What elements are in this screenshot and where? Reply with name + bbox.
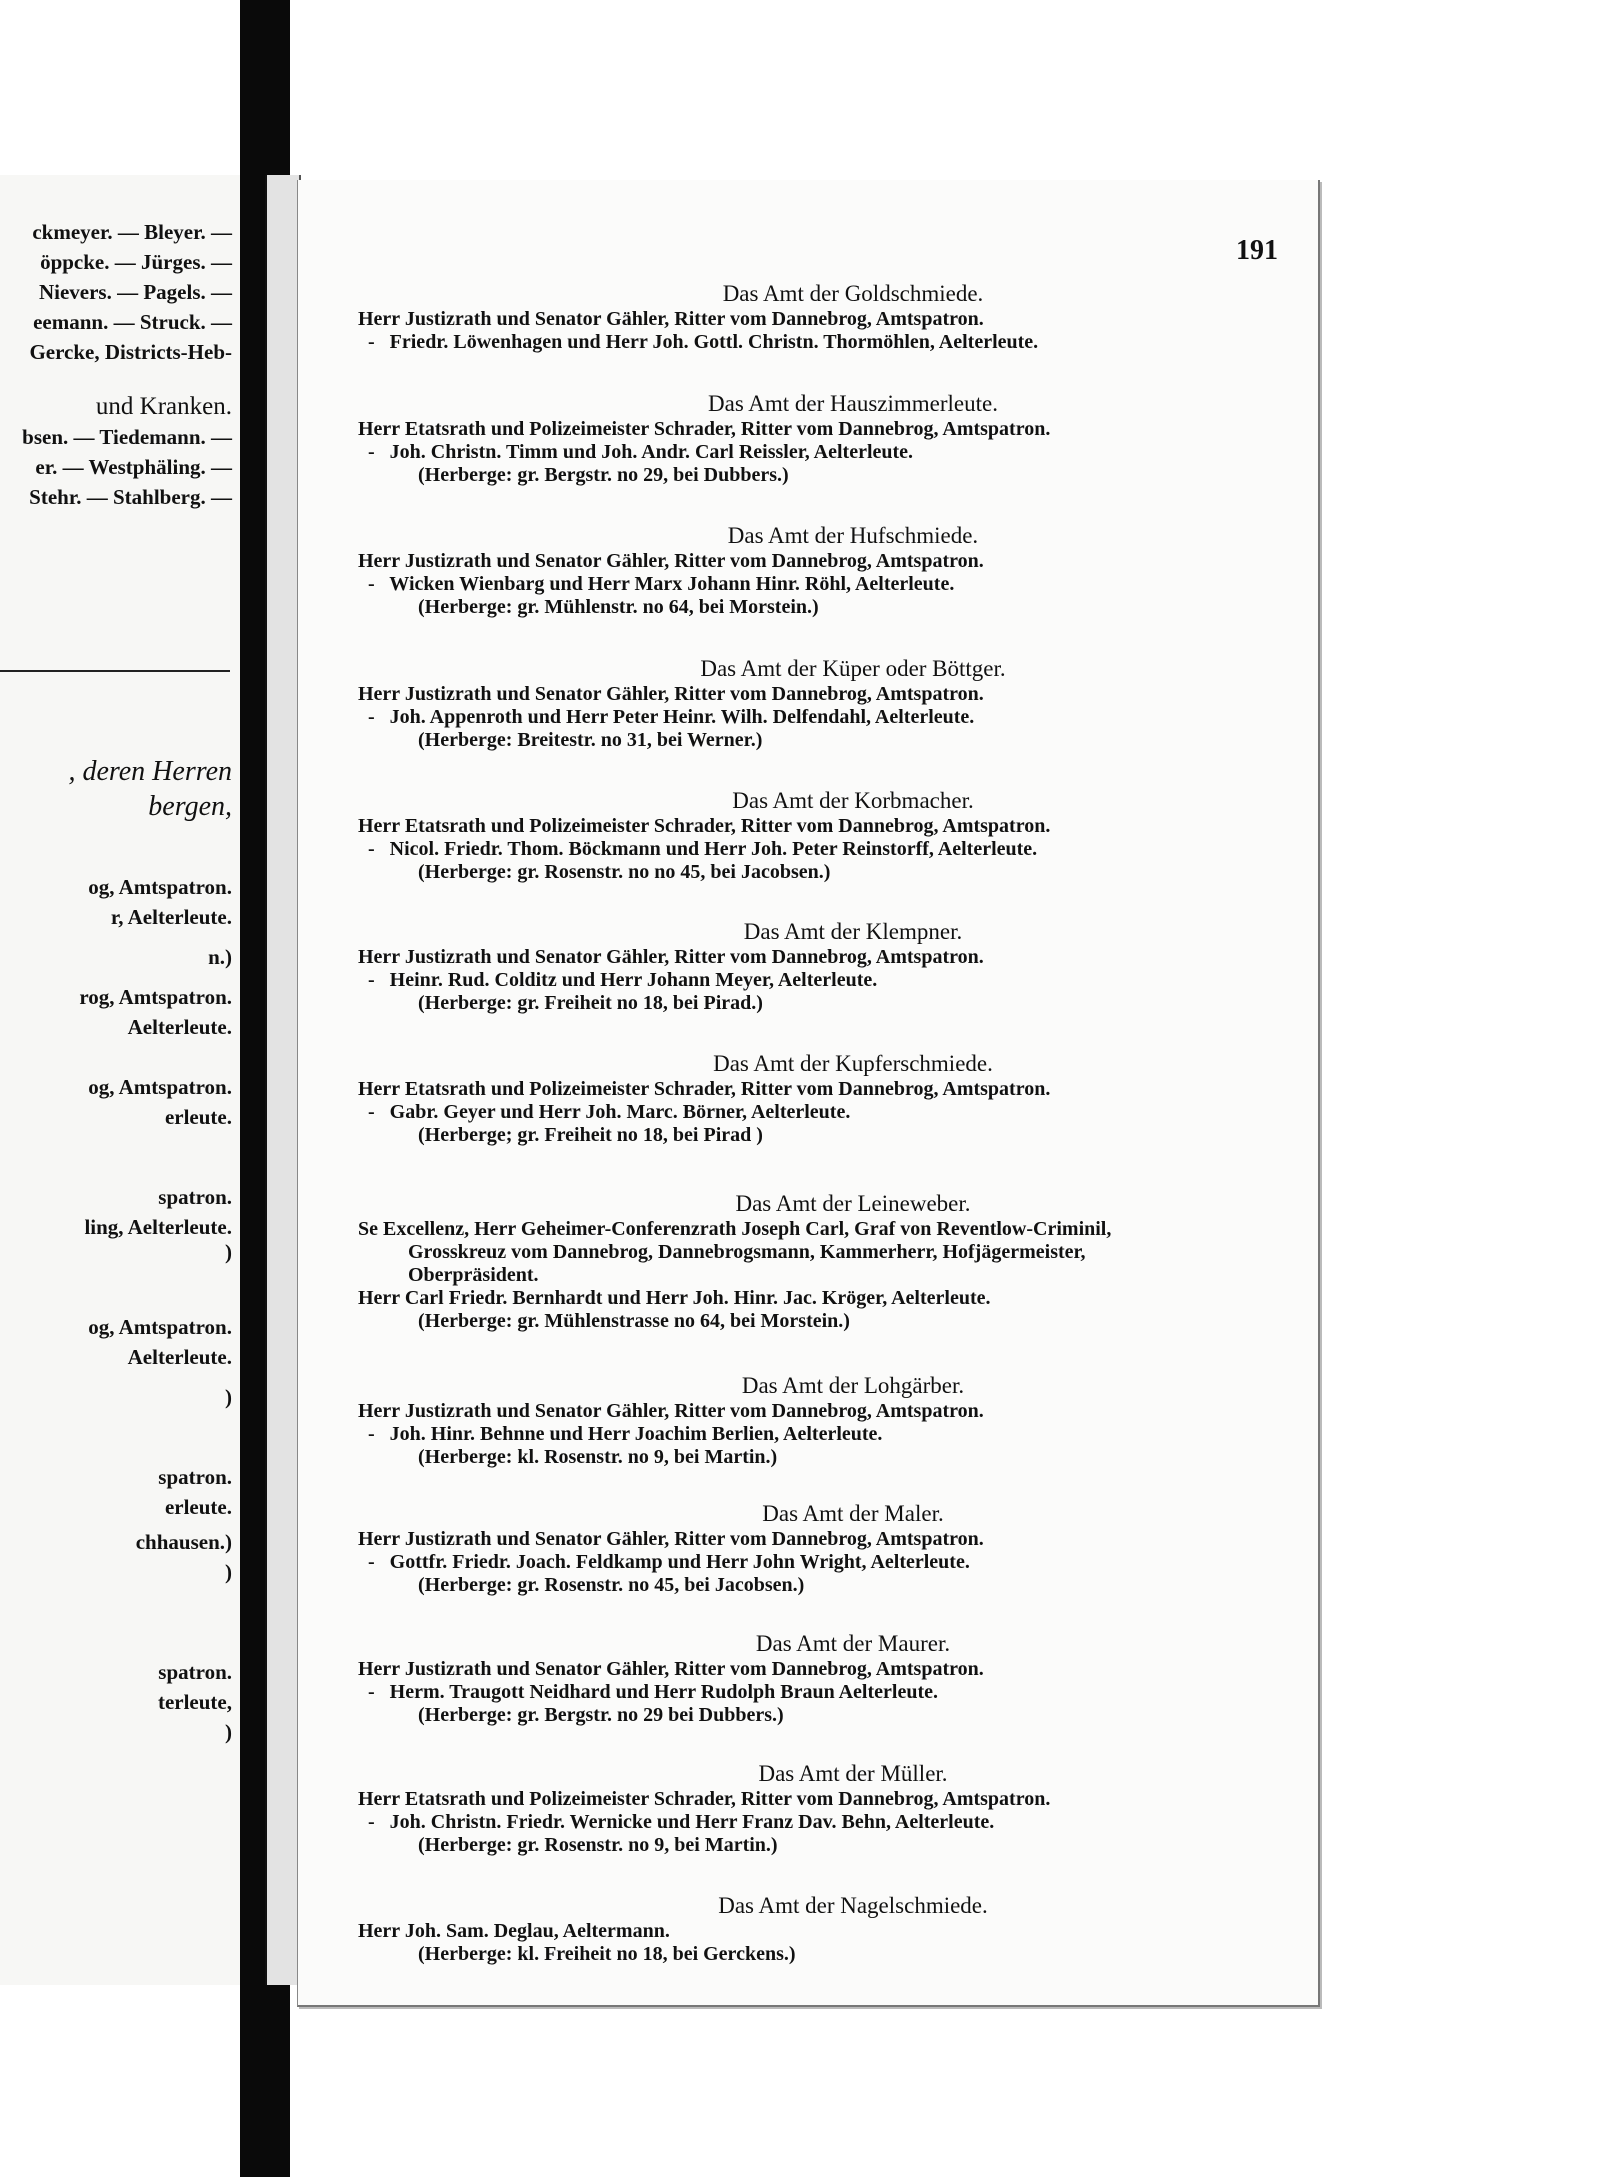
left-page-line: Aelterleute. — [127, 1015, 232, 1039]
section-line: Herr Justizrath und Senator Gähler, Ritter vom Dannebrog, Amtspatron. — [358, 946, 984, 968]
left-page-line: og, Amtspatron. — [88, 875, 232, 899]
section-line: - Heinr. Rud. Colditz und Herr Johann Meyer, Aelterleute. — [358, 969, 878, 991]
section-line: (Herberge: kl. Rosenstr. no 9, bei Martin.) — [358, 1446, 778, 1468]
section-line: Herr Etatsrath und Polizeimeister Schrader, Ritter vom Dannebrog, Amtspatron. — [358, 1078, 1051, 1100]
section-heading: Das Amt der Maler. — [762, 1501, 944, 1526]
guild-section — [298, 1050, 1318, 1147]
section-line: Herr Etatsrath und Polizeimeister Schrader, Ritter vom Dannebrog, Amtspatron. — [358, 815, 1051, 837]
section-line: - Wicken Wienbarg und Herr Marx Johann Hinr. Röhl, Aelterleute. — [358, 573, 955, 595]
section-heading: Das Amt der Leineweber. — [735, 1191, 971, 1216]
section-line: Herr Etatsrath und Polizeimeister Schrader, Ritter vom Dannebrog, Amtspatron. — [358, 1788, 1051, 1810]
left-page-line: spatron. — [158, 1660, 232, 1684]
section-line: (Herberge: gr. Rosenstr. no no 45, bei Jacobsen.) — [358, 861, 831, 883]
guild-section — [298, 1372, 1318, 1469]
section-line: Herr Justizrath und Senator Gähler, Ritter vom Dannebrog, Amtspatron. — [358, 550, 984, 572]
section-line: (Herberge: gr. Freiheit no 18, bei Pirad.) — [358, 992, 763, 1014]
section-heading: Das Amt der Hufschmiede. — [727, 523, 979, 548]
section-line: (Herberge: gr. Bergstr. no 29 bei Dubbers.) — [358, 1704, 784, 1726]
guild-section — [298, 655, 1318, 752]
section-heading: Das Amt der Hauszimmerleute. — [708, 391, 998, 416]
section-line: - Nicol. Friedr. Thom. Böckmann und Herr Joh. Peter Reinstorff, Aelterleute. — [358, 838, 1038, 860]
left-page-line: spatron. — [158, 1465, 232, 1489]
left-page-line: öppcke. — Jürges. — — [40, 250, 232, 274]
guild-section — [298, 1760, 1318, 1857]
section-line: (Herberge: gr. Rosenstr. no 9, bei Martin.) — [358, 1834, 778, 1856]
section-line: (Herberge: gr. Mühlenstrasse no 64, bei Morstein.) — [358, 1310, 850, 1332]
guild-section — [298, 522, 1318, 619]
section-line: Se Excellenz, Herr Geheimer-Conferenzrath Joseph Carl, Graf von Reventlow-Criminil, — [358, 1218, 1112, 1240]
section-line: Herr Etatsrath und Polizeimeister Schrader, Ritter vom Dannebrog, Amtspatron. — [358, 418, 1051, 440]
section-heading: Das Amt der Küper oder Böttger. — [700, 656, 1006, 681]
guild-section — [298, 1190, 1318, 1333]
left-page-line: und Kranken. — [95, 393, 232, 420]
section-line: - Friedr. Löwenhagen und Herr Joh. Gottl. Christn. Thormöhlen, Aelterleute. — [358, 331, 1039, 353]
section-line: Oberpräsident. — [358, 1264, 539, 1286]
guild-section — [298, 1892, 1318, 1966]
guild-section — [298, 390, 1318, 487]
left-page-line: erleute. — [164, 1495, 232, 1519]
section-line: Herr Justizrath und Senator Gähler, Ritter vom Dannebrog, Amtspatron. — [358, 1528, 984, 1550]
left-page-line: eemann. — Struck. — — [33, 310, 232, 334]
section-line: - Joh. Hinr. Behnne und Herr Joachim Berlien, Aelterleute. — [358, 1423, 883, 1445]
section-line: (Herberge; gr. Freiheit no 18, bei Pirad ) — [358, 1124, 763, 1146]
left-page-line: er. — Westphäling. — — [35, 455, 232, 479]
guild-section — [298, 1630, 1318, 1727]
guild-section — [298, 1500, 1318, 1597]
section-line: (Herberge: Breitestr. no 31, bei Werner.) — [358, 729, 763, 751]
left-page-line: ) — [225, 1560, 232, 1584]
section-line: (Herberge: kl. Freiheit no 18, bei Gerckens.) — [358, 1943, 796, 1965]
guild-section — [298, 787, 1318, 884]
section-heading: Das Amt der Korbmacher. — [732, 788, 974, 813]
section-heading: Das Amt der Klempner. — [743, 919, 963, 944]
section-line: Herr Justizrath und Senator Gähler, Ritter vom Dannebrog, Amtspatron. — [358, 683, 984, 705]
left-page — [0, 175, 240, 1985]
left-page-line: r, Aelterleute. — [110, 905, 232, 929]
left-page-line: chhausen.) — [135, 1530, 232, 1554]
left-page-line: rog, Amtspatron. — [79, 985, 232, 1009]
left-page-line: bsen. — Tiedemann. — — [22, 425, 232, 449]
left-page-line: ckmeyer. — Bleyer. — — [32, 220, 232, 244]
left-page-line: Aelterleute. — [127, 1345, 232, 1369]
section-line: - Gabr. Geyer und Herr Joh. Marc. Börner, Aelterleute. — [358, 1101, 851, 1123]
left-page-line: og, Amtspatron. — [88, 1075, 232, 1099]
section-heading: Das Amt der Maurer. — [755, 1631, 951, 1656]
section-line: (Herberge: gr. Mühlenstr. no 64, bei Morstein.) — [358, 596, 819, 618]
section-line: (Herberge: gr. Rosenstr. no 45, bei Jacobsen.) — [358, 1574, 805, 1596]
left-page-divider — [0, 670, 230, 672]
section-line: - Herm. Traugott Neidhard und Herr Rudolph Braun Aelterleute. — [358, 1681, 938, 1703]
section-line: Herr Justizrath und Senator Gähler, Ritter vom Dannebrog, Amtspatron. — [358, 1658, 984, 1680]
left-page-line: bergen, — [148, 791, 232, 822]
section-line: (Herberge: gr. Bergstr. no 29, bei Dubbers.) — [358, 464, 789, 486]
right-page — [297, 180, 1320, 2007]
section-line: Grosskreuz vom Dannebrog, Dannebrogsmann, Kammerherr, Hofjägermeister, — [358, 1241, 1086, 1263]
section-heading: Das Amt der Müller. — [758, 1761, 948, 1786]
page-gutter — [265, 175, 301, 1985]
left-page-line: terleute, — [157, 1690, 232, 1714]
guild-section — [298, 280, 1318, 354]
section-heading: Das Amt der Goldschmiede. — [722, 281, 984, 306]
left-page-line: n.) — [208, 945, 232, 969]
left-page-line: , deren Herren — [68, 756, 232, 787]
section-line: Herr Justizrath und Senator Gähler, Ritter vom Dannebrog, Amtspatron. — [358, 308, 984, 330]
left-page-line: ) — [225, 1240, 232, 1264]
section-line: - Joh. Christn. Friedr. Wernicke und Herr Franz Dav. Behn, Aelterleute. — [358, 1811, 995, 1833]
section-line: - Joh. Appenroth und Herr Peter Heinr. Wilh. Delfendahl, Aelterleute. — [358, 706, 975, 728]
section-line: - Joh. Christn. Timm und Joh. Andr. Carl Reissler, Aelterleute. — [358, 441, 914, 463]
section-heading: Das Amt der Lohgärber. — [741, 1373, 965, 1398]
left-page-line: ) — [225, 1385, 232, 1409]
left-page-line: og, Amtspatron. — [88, 1315, 232, 1339]
left-page-line: erleute. — [164, 1105, 232, 1129]
left-page-line: ling, Aelterleute. — [84, 1215, 232, 1239]
section-line: Herr Carl Friedr. Bernhardt und Herr Joh. Hinr. Jac. Kröger, Aelterleute. — [358, 1287, 991, 1309]
page-number: 191 — [1236, 235, 1278, 266]
section-heading: Das Amt der Nagelschmiede. — [718, 1893, 988, 1918]
left-page-line: spatron. — [158, 1185, 232, 1209]
section-heading: Das Amt der Kupferschmiede. — [713, 1051, 993, 1076]
left-page-line: Gercke, Districts-Heb- — [29, 340, 232, 364]
left-page-line: Nievers. — Pagels. — — [38, 280, 232, 304]
section-line: - Gottfr. Friedr. Joach. Feldkamp und Herr John Wright, Aelterleute. — [358, 1551, 970, 1573]
left-page-line: Stehr. — Stahlberg. — — [29, 485, 232, 509]
left-page-line: ) — [225, 1720, 232, 1744]
section-line: Herr Justizrath und Senator Gähler, Ritter vom Dannebrog, Amtspatron. — [358, 1400, 984, 1422]
guild-section — [298, 918, 1318, 1015]
section-line: Herr Joh. Sam. Deglau, Aeltermann. — [358, 1920, 670, 1942]
